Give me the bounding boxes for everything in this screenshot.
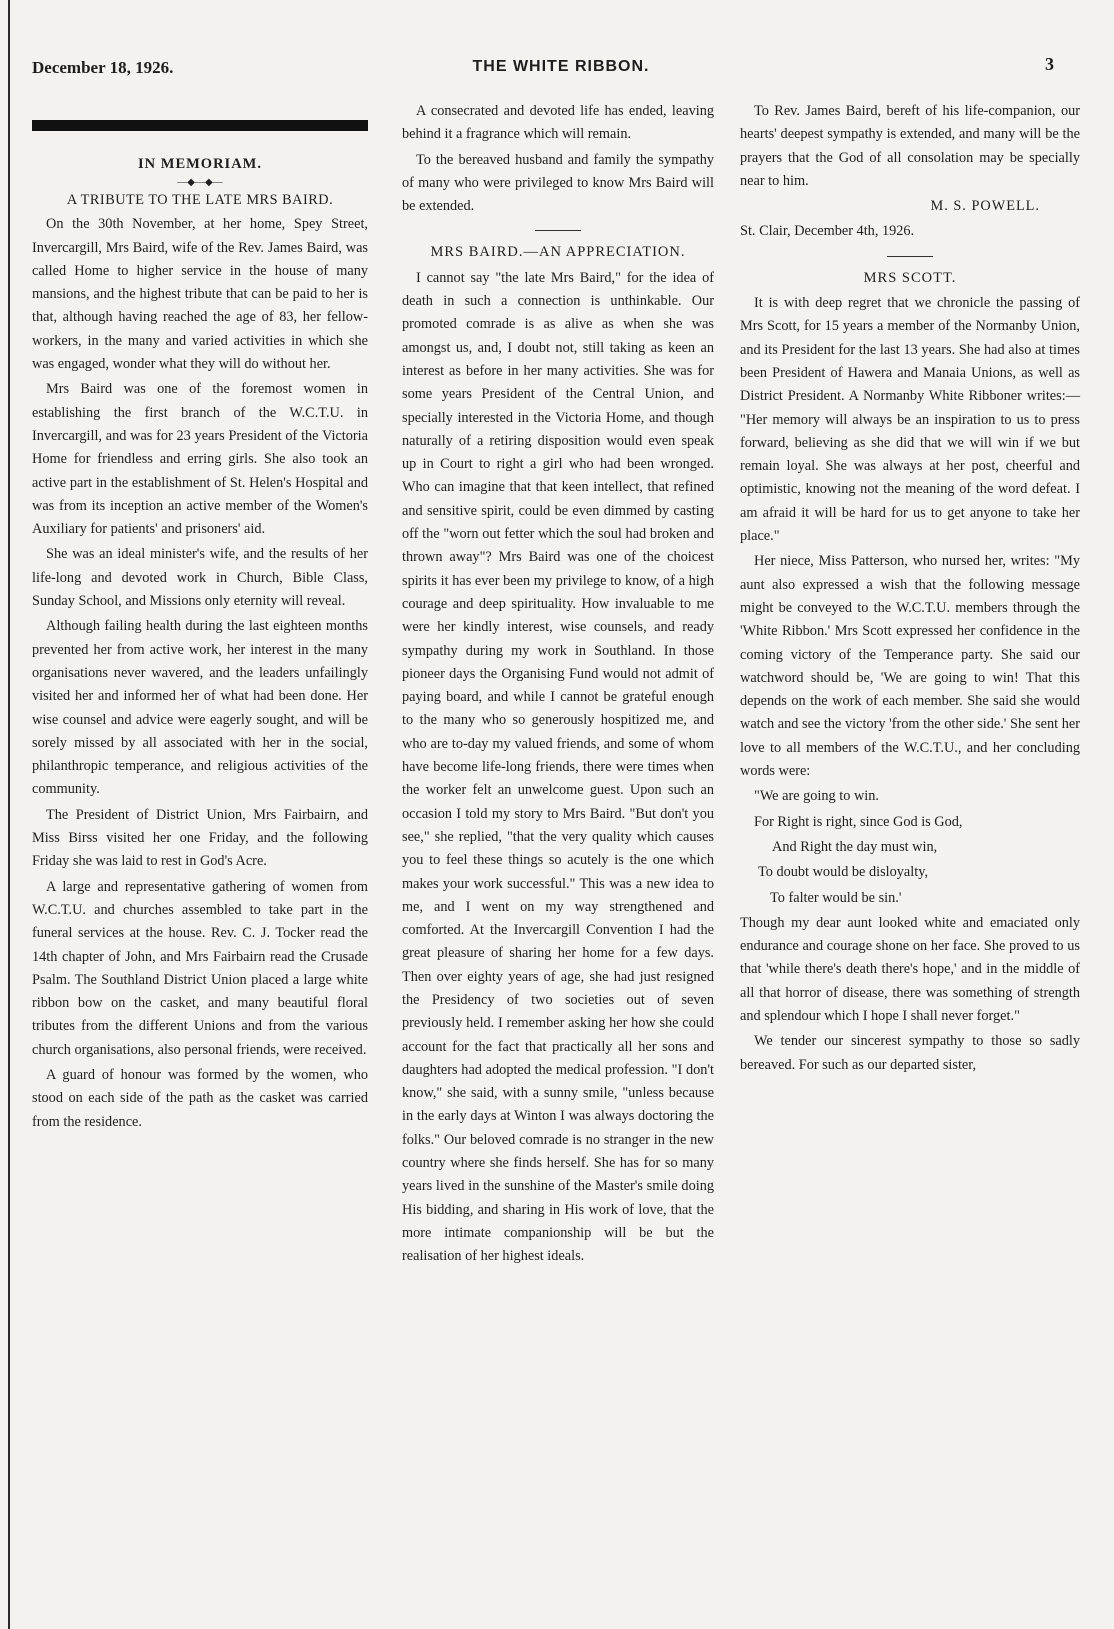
author-signature: M. S. POWELL. <box>930 198 1040 215</box>
scott-closing-paragraph: We tender our sincerest sympathy to those so sadly bereaved. For such as our departed sister, <box>740 1033 1080 1073</box>
scott-paragraph: Her niece, Miss Patterson, who nursed her, writes: "My aunt also expressed a wish that the following message might be conveyed to the W.C.T.U. members through the 'White Ribbon.' Mrs Scott expressed her confidence in the coming victory of the Temperance party. She said our watchword should be, 'We are going to win! That this depends on the work of each member. She said she would watch and see the victory 'from the other side.' She sent her love to all members of the W.C.T.U., and her concluding words were: <box>740 553 1080 780</box>
poem-line: And Right the day must win, <box>772 838 938 855</box>
column-2 <box>402 100 714 1271</box>
scott-heading: MRS SCOTT. <box>863 269 957 286</box>
page-number: 3 <box>1045 54 1054 74</box>
appreciation-paragraph: I cannot say "the late Mrs Baird," for the idea of death in such a connection is unthinkable. Our promoted comrade is as alive as when she was amongst us, and, I doubt not, still taking as keen an interest as before in her many activities. She was for some years President of the Central Union, and specially interested in the Victoria Home, and though naturally of a retiring disposition would even speak up in Court to right a girl who had been wronged. Who can imagine that that keen intellect, that refined and sensitive spirit, could be even dimmed by casting off the "worn out fetter which the soul had broken and thrown away"? Mrs Baird was one of the choicest spirits it has ever been my privilege to know, of a high courage and deep spirituality. How invaluable to me were her kindly interest, wise counsels, and ready sympathy during my work in Southland. In those pioneer days the Organising Fund would not admit of paying board, and while I cannot be grateful enough to the many who so generously hospitized me, and who are to-day my valued friends, and some of whom have become life-long friends, there were times when the worker felt an unwelcome guest. Upon such an occasion I told my story to Mrs Baird. "But don't you see," she replied, "that the very quality which causes you to feel these things so acutely is the one which makes your work successful." This was a new idea to me, and I went on my way strengthened and comforted. At the Invercargill Convention I had the great pleasure of sharing her home for a few days. Then over eighty years of age, she had just resigned the Presidency of two societies out of seven previously held. I remember asking her how she could account for the fact that practically all her sons and daughters had adopted the medical profession. "I don't know," she said, with a sunny smile, "unless because in the early days at Winton I was always doctoring the folks." Our beloved comrade is no stranger in the new country where she finds herself. She has for so many years lived in the sunshine of the Master's smile doing His bidding, and sharing in His work of love, that the more intimate companionship will be but the realisation of her highest ideals. <box>402 269 714 1265</box>
memoriam-paragraph: A consecrated and devoted life has ended, leaving behind it a fragrance which will remain. <box>402 103 714 143</box>
appreciation-paragraph: To Rev. James Baird, bereft of his life-companion, our hearts' deepest sympathy is extended, and many will be the prayers that the God of all consolation may be specially near to him. <box>740 103 1080 189</box>
masthead <box>32 54 1090 84</box>
memoriam-paragraph: On the 30th November, at her home, Spey Street, Invercargill, Mrs Baird, wife of the Rev. James Baird, was called Home to higher service in the house of many mansions, and the highest tribute that can be paid to her is that, although having reached the age of 83, her fellow-workers, in the many and varied activities in which she was engaged, wonder what they will do without her. <box>32 216 368 373</box>
scott-paragraph: It is with deep regret that we chronicle the passing of Mrs Scott, for 15 years a member of the Normanby Union, and its President for the last 13 years. She had also at times been President of Hawera and Manaia Unions, as well as District President. A Normanby White Ribboner writes:— "Her memory will always be an inspiration to us to press forward, believing as she did that we will win if we but remain loyal. She was always at her post, cheerful and optimistic, knowing not the meaning of the word defeat. I am afraid it will be hard for us to get anyone to take her place." <box>740 295 1080 545</box>
memoriam-paragraph: A guard of honour was formed by the women, who stood on each side of the path as the casket was carried from the residence. <box>32 1066 368 1130</box>
poem-line: For Right is right, since God is God, <box>754 813 963 830</box>
publication-title: THE WHITE RIBBON. <box>472 58 650 75</box>
memoriam-paragraph: She was an ideal minister's wife, and the results of her life-long and devoted work in Church, Bible Class, Sunday School, and Missions only eternity will reveal. <box>32 546 368 610</box>
scott-paragraph: Though my dear aunt looked white and emaciated only endurance and courage shone on her face. She proved to us that 'while there's death there's hope,' and in the middle of all that horror of disease, there was something of strength and splendour which I hope I shall never forget." <box>740 914 1080 1024</box>
black-mourning-bar <box>32 120 368 131</box>
memoriam-paragraph: To the bereaved husband and family the sympathy of many who were privileged to know Mrs Baird will be extended. <box>402 151 714 215</box>
column-1 <box>32 108 368 1136</box>
memoriam-paragraph: Mrs Baird was one of the foremost women in establishing the first branch of the W.C.T.U. in Invercargill, and was for 23 years President of the Victoria Home for friendless and erring girls. She also took an active part in the establishment of St. Helen's Hospital and was from its inception an active member of the Women's Auxiliary for patients' and prisoners' aid. <box>32 381 368 538</box>
memoriam-paragraph: Although failing health during the last eighteen months prevented her from active work, her interest in the many organisations never wavered, and the leaders unfailingly visited her and informed her of what had been done. Her wise counsel and advice were eagerly sought, and will be sorely missed by all associated with her in the social, philanthropic temperance, and religious activities of the community. <box>32 618 368 798</box>
poem-line: "We are going to win. <box>754 788 879 805</box>
memoriam-subheading: A TRIBUTE TO THE LATE MRS BAIRD. <box>66 192 334 209</box>
memoriam-paragraph: The President of District Union, Mrs Fairbairn, and Miss Birss visited her one Friday, and the following Friday she was laid to rest in God's Acre. <box>32 806 368 870</box>
ornament-divider: —◆—◆— <box>177 177 223 189</box>
page-edge-line <box>8 0 10 1629</box>
section-divider <box>887 256 933 257</box>
section-divider <box>535 230 581 231</box>
issue-date: December 18, 1926. <box>32 58 174 77</box>
column-3 <box>740 100 1080 1079</box>
poem-line: To doubt would be disloyalty, <box>758 864 929 881</box>
appreciation-heading: MRS BAIRD.—AN APPRECIATION. <box>430 244 686 261</box>
poem-line: To falter would be sin.' <box>770 889 902 906</box>
memoriam-heading: IN MEMORIAM. <box>138 156 262 172</box>
place-date-line: St. Clair, December 4th, 1926. <box>740 223 915 240</box>
memoriam-paragraph: A large and representative gathering of women from W.C.T.U. and churches assembled to take part in the funeral services at the house. Rev. C. J. Tocker read the 14th chapter of John, and Mrs Fairbairn read the Crusade Psalm. The Southland District Union placed a large white ribbon bow on the casket, and many beautiful floral tributes from the different Unions and from the various church organisations, also personal friends, were received. <box>32 878 368 1058</box>
